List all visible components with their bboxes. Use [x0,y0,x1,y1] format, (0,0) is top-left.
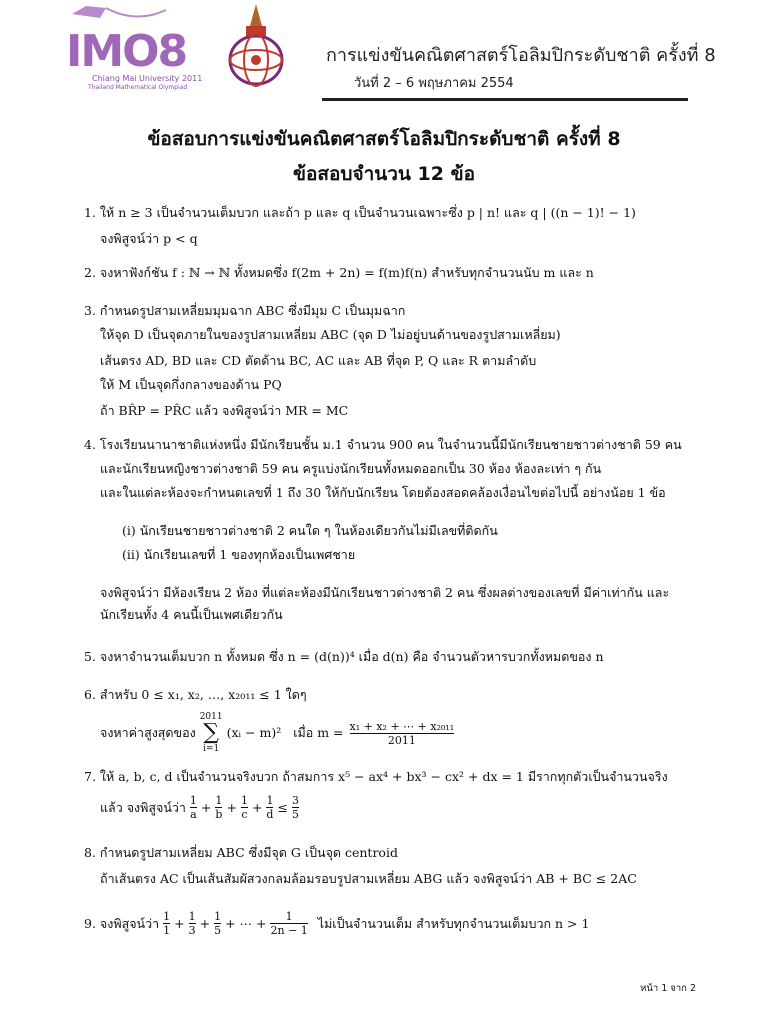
mean-denominator: 2011 [387,733,416,747]
problem-7-prefix: แล้ว จงพิสูจน์ว่า [100,799,186,815]
sigma-icon: ∑ [203,720,220,745]
header-date: วันที่ 2 – 6 พฤษภาคม 2554 [354,76,514,91]
problem-4-line-4: จงพิสูจน์ว่า มีห้องเรียน 2 ห้อง ที่แต่ละห้องมีนักเรียนชาวต่างชาติ 2 คน ซึ่งผลต่างของเลขที่ มีค่าเท่ากัน และ [100,585,670,600]
mean-numerator: x₁ + x₂ + ⋯ + x₂₀₁₁ [349,719,455,733]
problem-4-line-5: นักเรียนทั้ง 4 คนนี้เป็นเพศเดียวกัน [100,607,283,622]
document-subtitle: ข้อสอบจำนวน 12 ข้อ [293,163,475,185]
problem-6-prefix: จงหาค่าสูงสุดของ [100,725,196,740]
problem-6-when: เมื่อ m = [293,725,344,740]
frac-1-b: $\frac{1}{b}$ [215,794,223,821]
problem-1-line-2: จงพิสูจน์ว่า p < q [100,231,198,246]
problem-6-line-1: 6. สำหรับ 0 ≤ x₁, x₂, …, x₂₀₁₁ ≤ 1 ใดๆ [84,687,307,702]
sum-symbol [200,712,223,754]
problem-3-line-4: ให้ M เป็นจุดกึ่งกลางของด้าน PQ [100,377,282,392]
frac-1-a: $\frac{1}{a}$ [189,794,197,821]
problem-1-line-1: 1. ให้ n ≥ 3 เป็นจำนวนเต็มบวก และถ้า p และ q เป็นจำนวนเฉพาะซึ่ง p | n! และ q | ((n − 1)! − 1) [84,205,636,220]
frac-1-2n-1: $\frac{1}{2n - 1}$ [270,910,308,937]
header-title: การแข่งขันคณิตศาสตร์โอลิมปิกระดับชาติ ครั้งที่ 8 [326,45,716,66]
problem-3-line-1: 3. กำหนดรูปสามเหลี่ยมมุมฉาก ABC ซึ่งมีมุม C เป็นมุมฉาก [84,303,406,318]
problem-4-line-1: 4. โรงเรียนนานาชาติแห่งหนึ่ง มีนักเรียนชั้น ม.1 จำนวน 900 คน ในจำนวนนี้มีนักเรียนชายชาวต่างชาติ 59 คน [84,437,682,452]
sum-lower: i=1 [203,744,220,754]
page-number: หน้า 1 จาก 2 [640,983,696,994]
imo-logo-text: IMO8 [66,26,187,77]
problem-4-condition-i: (i) นักเรียนชายชาวต่างชาติ 2 คนใด ๆ ในห้องเดียวกันไม่มีเลขที่ติดกัน [122,523,498,538]
frac-3-5: $\frac{3}{5}$ [291,794,299,821]
header-rule [322,98,688,101]
problem-2: 2. จงหาฟังก์ชัน f : ℕ → ℕ ทั้งหมดซึ่ง f(2m + 2n) = f(m)f(n) สำหรับทุกจำนวนนับ m และ n [84,265,594,280]
imo-logo [66,4,210,96]
problem-4-line-3: และในแต่ละห้องจะกำหนดเลขที่ 1 ถึง 30 ให้กับนักเรียน โดยต้องสอดคล้องเงื่อนไขต่อไปนี้ อย่างน้อย 1 ข้อ [100,485,666,500]
frac-1-5: $\frac{1}{5}$ [214,910,222,937]
mean-fraction [350,720,455,747]
sum-upper: 2011 [199,712,223,722]
problem-3-line-3: เส้นตรง AD, BD และ CD ตัดด้าน BC, AC และ AB ที่จุด P, Q และ R ตามลำดับ [100,353,537,368]
imo-logo-line1: Chiang Mai University 2011 [92,74,203,83]
problem-8-line-2: ถ้าเส้นตรง AC เป็นเส้นสัมผัสวงกลมล้อมรอบรูปสามเหลี่ยม ABG แล้ว จงพิสูจน์ว่า AB + BC ≤ 2AC [100,871,637,886]
problem-8-line-1: 8. กำหนดรูปสามเหลี่ยม ABC ซึ่งมีจุด G เป็นจุด centroid [84,845,398,860]
problem-6-line-2 [100,712,456,754]
problem-4-line-2: และนักเรียนหญิงชาวต่างชาติ 59 คน ครูแบ่งนักเรียนทั้งหมดออกเป็น 30 ห้อง ห้องละเท่า ๆ กัน [100,461,602,476]
problem-3-line-5: ถ้า BR̂P = PR̂C แล้ว จงพิสูจน์ว่า MR = MC [100,403,349,418]
university-seal-icon [220,2,292,100]
sum-term: (xᵢ − m)² [226,725,282,740]
problem-3-line-2: ให้จุด D เป็นจุดภายในของรูปสามเหลี่ยม ABC (จุด D ไม่อยู่บนด้านของรูปสามเหลี่ยม) [100,327,561,342]
problem-7-line-2: แล้ว จงพิสูจน์ว่า $\frac{1}{a}$ + $\frac{1}{b}$ + $\frac{1}{c}$ + $\frac{1}{d}$ ≤ $\frac{3}{5}$ [100,794,299,821]
frac-1-3: $\frac{1}{3}$ [188,910,196,937]
frac-1-d: $\frac{1}{d}$ [266,794,274,821]
problem-9-suffix: ไม่เป็นจำนวนเต็ม สำหรับทุกจำนวนเต็มบวก n > 1 [317,915,590,931]
problem-9: 9. จงพิสูจน์ว่า $\frac{1}{1}$ + $\frac{1}{3}$ + $\frac{1}{5}$ + ⋯ + $\frac{1}{2n - 1}$ ไม่เป็นจำนวนเต็ม สำหรับทุกจำนวนเต็มบวก n > 1 [84,910,590,937]
imo-logo-line2: Thailand Mathematical Olympiad [88,84,188,91]
frac-1-c: $\frac{1}{c}$ [240,794,248,821]
problem-5: 5. จงหาจำนวนเต็มบวก n ทั้งหมด ซึ่ง n = (d(n))⁴ เมื่อ d(n) คือ จำนวนตัวหารบวกทั้งหมดของ n [84,649,604,664]
problem-4-condition-ii: (ii) นักเรียนเลขที่ 1 ของทุกห้องเป็นเพศชาย [122,547,356,562]
problem-7-line-1: 7. ให้ a, b, c, d เป็นจำนวนจริงบวก ถ้าสมการ x⁵ − ax⁴ + bx³ − cx² + dx = 1 มีรากทุกตัวเป็นจำนวนจริง [84,769,668,784]
problem-9-prefix: 9. จงพิสูจน์ว่า [84,915,160,931]
document-title: ข้อสอบการแข่งขันคณิตศาสตร์โอลิมปิกระดับชาติ ครั้งที่ 8 [147,128,621,150]
frac-1-1: $\frac{1}{1}$ [163,910,171,937]
